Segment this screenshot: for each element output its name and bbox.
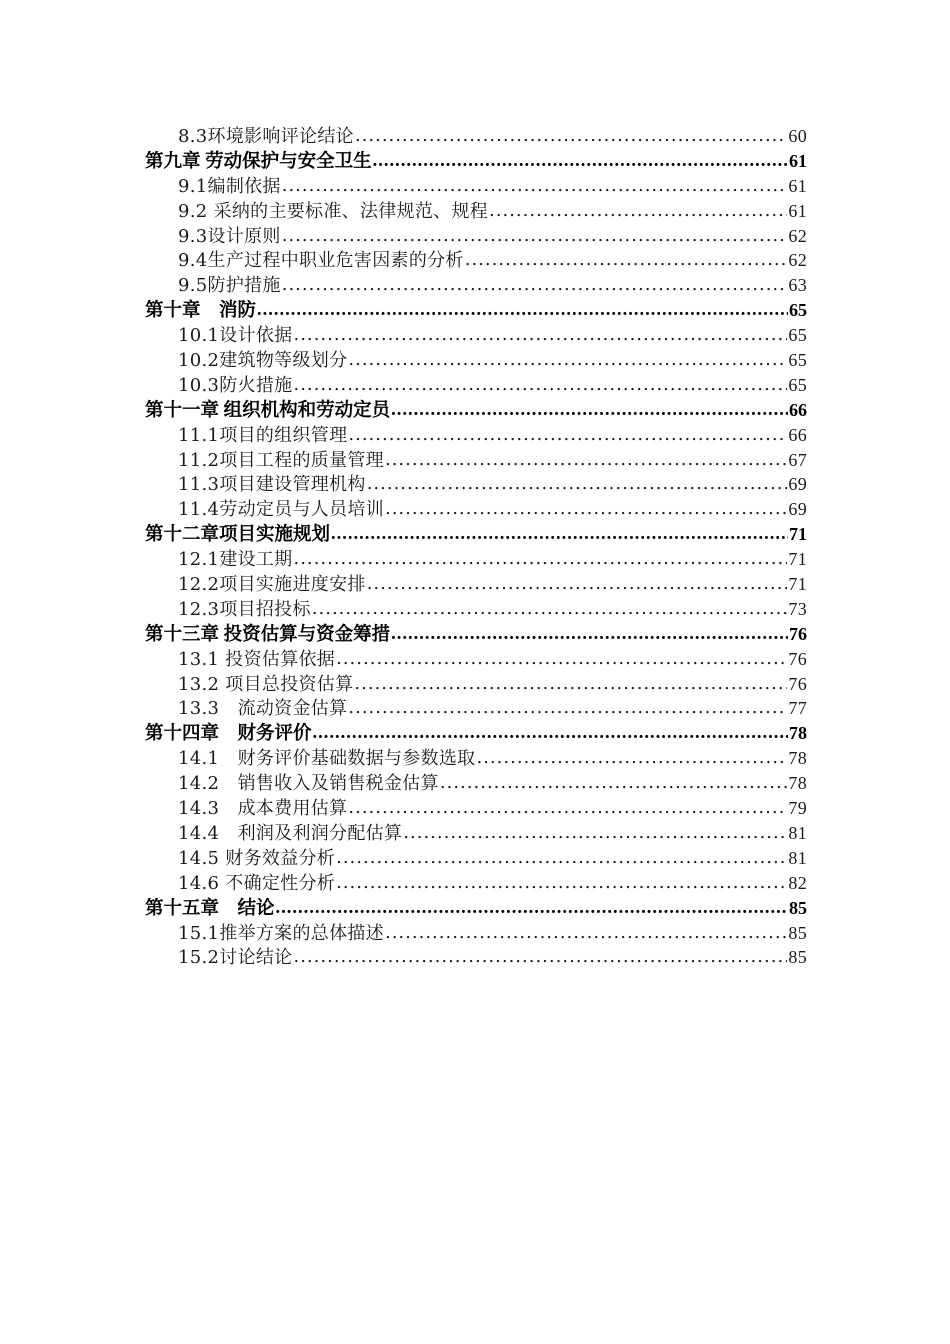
toc-chapter-label: 第十四章 财务评价 — [145, 724, 312, 745]
toc-page-number: 73 — [788, 598, 807, 619]
toc-dot-leader — [385, 921, 787, 946]
toc-entry[interactable] — [145, 572, 807, 597]
toc-chapter-entry[interactable] — [145, 522, 807, 547]
toc-page-number: 61 — [789, 150, 807, 171]
toc-page-number: 67 — [788, 449, 807, 470]
toc-dot-leader — [282, 224, 788, 249]
toc-dot-leader — [313, 721, 788, 746]
toc-entry-label: 10.1设计依据 — [178, 325, 293, 347]
toc-page-number: 69 — [788, 499, 807, 520]
toc-page-number: 61 — [788, 200, 807, 221]
toc-dot-leader — [391, 622, 788, 647]
toc-chapter-label: 第十二章项目实施规划 — [145, 525, 331, 546]
toc-page-number: 76 — [789, 623, 807, 644]
toc-page-number: 71 — [789, 524, 807, 545]
toc-entry-label: 11.4劳动定员与人员培训 — [178, 499, 384, 521]
toc-entry-label: 10.3防火措施 — [178, 374, 293, 396]
toc-entry[interactable] — [145, 273, 807, 298]
toc-dot-leader — [293, 547, 787, 572]
toc-page-number: 62 — [788, 225, 807, 246]
toc-dot-leader — [385, 448, 787, 473]
toc-dot-leader — [348, 348, 787, 373]
toc-entry[interactable] — [145, 921, 807, 946]
toc-page-number: 63 — [788, 275, 807, 296]
toc-entry-label: 12.2项目实施进度安排 — [178, 574, 366, 596]
toc-page-number: 81 — [788, 822, 807, 843]
toc-dot-leader — [293, 373, 787, 398]
toc-dot-leader — [257, 298, 788, 323]
toc-entry[interactable] — [145, 647, 807, 672]
toc-page-number: 65 — [788, 374, 807, 395]
toc-chapter-entry[interactable] — [145, 622, 807, 647]
toc-entry-label: 14.1 财务评价基础数据与参数选取 — [178, 748, 476, 770]
toc-dot-leader — [293, 945, 787, 970]
toc-chapter-entry[interactable] — [145, 721, 807, 746]
toc-entry-label: 14.3 成本费用估算 — [178, 798, 348, 820]
toc-dot-leader — [276, 896, 788, 921]
toc-page-number: 60 — [788, 126, 807, 146]
toc-dot-leader — [355, 124, 787, 149]
toc-page-number: 76 — [788, 673, 807, 694]
toc-dot-leader — [403, 821, 787, 846]
toc-page-number: 65 — [788, 325, 807, 346]
toc-entry-label: 9.2 采纳的主要标准、法律规范、规程 — [178, 200, 489, 222]
toc-entry-label: 15.2讨论结论 — [178, 947, 293, 969]
toc-entry-label: 10.2建筑物等级划分 — [178, 350, 348, 372]
toc-entry-label: 8.3环境影响评论结论 — [178, 126, 354, 147]
toc-page-number: 66 — [789, 399, 807, 420]
toc-page-number: 85 — [789, 897, 807, 918]
toc-entry-label: 14.6 不确定性分析 — [178, 872, 336, 894]
toc-entry[interactable] — [145, 821, 807, 846]
toc-entry-label: 15.1推举方案的总体描述 — [178, 922, 384, 944]
toc-page-number: 65 — [789, 300, 807, 321]
toc-entry-label: 9.3设计原则 — [178, 225, 281, 247]
toc-entry-label: 14.5 财务效益分析 — [178, 847, 336, 869]
toc-entry[interactable] — [145, 796, 807, 821]
toc-entry[interactable] — [145, 174, 807, 199]
toc-entry-label: 9.5防护措施 — [178, 275, 281, 297]
toc-entry[interactable] — [145, 746, 807, 771]
toc-entry[interactable] — [145, 248, 807, 273]
toc-dot-leader — [367, 572, 788, 597]
toc-chapter-label: 第九章 劳动保护与安全卫生 — [145, 151, 372, 172]
toc-entry[interactable] — [145, 124, 807, 149]
toc-page-number: 62 — [788, 250, 807, 271]
toc-chapter-label: 第十一章 组织机构和劳动定员 — [145, 400, 391, 421]
table-of-contents — [145, 124, 807, 970]
toc-entry[interactable] — [145, 497, 807, 522]
toc-entry-label: 9.4生产过程中职业危害因素的分析 — [178, 250, 464, 272]
toc-page-number: 61 — [788, 175, 807, 196]
toc-dot-leader — [489, 199, 787, 224]
toc-entry[interactable] — [145, 199, 807, 224]
toc-page-number: 78 — [788, 748, 807, 769]
toc-dot-leader — [282, 273, 788, 298]
toc-dot-leader — [373, 149, 788, 174]
toc-chapter-entry[interactable] — [145, 298, 807, 323]
toc-page-number: 77 — [788, 698, 807, 719]
toc-entry[interactable] — [145, 323, 807, 348]
toc-dot-leader — [348, 796, 787, 821]
toc-dot-leader — [336, 647, 787, 672]
toc-dot-leader — [367, 472, 788, 497]
toc-entry-label: 11.1项目的组织管理 — [178, 424, 348, 446]
toc-entry-label: 11.2项目工程的质量管理 — [178, 449, 384, 471]
toc-entry-label: 9.1编制依据 — [178, 175, 281, 197]
toc-page-number: 65 — [788, 350, 807, 371]
toc-entry[interactable] — [145, 696, 807, 721]
toc-chapter-label: 第十章 消防 — [145, 301, 257, 322]
toc-dot-leader — [336, 871, 787, 896]
toc-entry[interactable] — [145, 373, 807, 398]
toc-entry[interactable] — [145, 672, 807, 697]
toc-dot-leader — [385, 497, 787, 522]
toc-page-number: 69 — [788, 474, 807, 495]
toc-entry[interactable] — [145, 871, 807, 896]
toc-page-number: 85 — [788, 947, 807, 968]
toc-entry[interactable] — [145, 846, 807, 871]
toc-chapter-entry[interactable] — [145, 896, 807, 921]
toc-entry-label: 12.3项目招投标 — [178, 598, 311, 620]
toc-dot-leader — [391, 398, 788, 423]
toc-page-number: 66 — [788, 424, 807, 445]
toc-page-number: 71 — [788, 574, 807, 595]
toc-dot-leader — [282, 174, 788, 199]
toc-entry-label: 14.2 销售收入及销售税金估算 — [178, 773, 439, 795]
toc-entry-label: 14.4 利润及利润分配估算 — [178, 822, 403, 844]
toc-entry-label: 12.1建设工期 — [178, 549, 293, 571]
toc-entry[interactable] — [145, 547, 807, 572]
toc-entry-label: 13.1 投资估算依据 — [178, 648, 336, 670]
toc-page-number: 76 — [788, 648, 807, 669]
toc-dot-leader — [331, 522, 788, 547]
toc-entry[interactable] — [145, 448, 807, 473]
toc-entry-label: 13.3 流动资金估算 — [178, 698, 348, 720]
toc-dot-leader — [293, 323, 787, 348]
toc-page-number: 82 — [788, 872, 807, 893]
toc-dot-leader — [312, 597, 788, 622]
toc-page-number: 81 — [788, 847, 807, 868]
toc-entry-label: 11.3项目建设管理机构 — [178, 474, 366, 496]
toc-page-number: 78 — [789, 723, 807, 744]
toc-chapter-label: 第十五章 结论 — [145, 898, 275, 919]
toc-page-number: 85 — [788, 922, 807, 943]
toc-entry[interactable] — [145, 945, 807, 970]
toc-dot-leader — [354, 672, 787, 697]
toc-entry[interactable] — [145, 348, 807, 373]
toc-dot-leader — [348, 696, 787, 721]
toc-entry[interactable] — [145, 597, 807, 622]
toc-entry[interactable] — [145, 771, 807, 796]
toc-entry-label: 13.2 项目总投资估算 — [178, 673, 354, 695]
toc-entry[interactable] — [145, 224, 807, 249]
toc-dot-leader — [465, 248, 788, 273]
toc-entry[interactable] — [145, 472, 807, 497]
toc-chapter-entry[interactable] — [145, 149, 807, 174]
toc-dot-leader — [440, 771, 788, 796]
toc-chapter-label: 第十三章 投资估算与资金筹措 — [145, 624, 391, 645]
toc-dot-leader — [348, 423, 787, 448]
toc-dot-leader — [336, 846, 787, 871]
toc-page-number: 79 — [788, 798, 807, 819]
toc-dot-leader — [476, 746, 787, 771]
toc-entry[interactable] — [145, 423, 807, 448]
toc-chapter-entry[interactable] — [145, 398, 807, 423]
toc-page-number: 71 — [788, 549, 807, 570]
toc-page-number: 78 — [788, 773, 807, 794]
